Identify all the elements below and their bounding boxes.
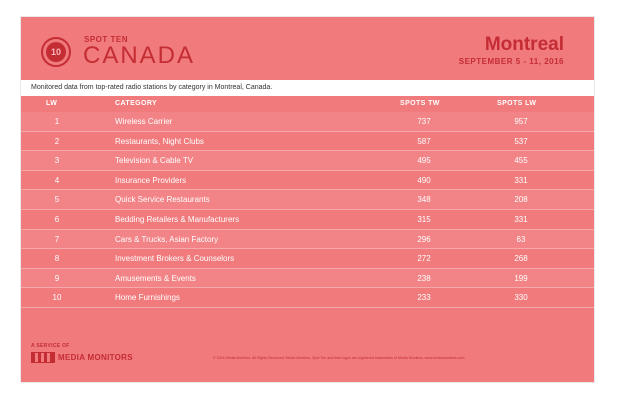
media-monitors-logo-text: MEDIA MONITORS: [58, 353, 133, 362]
table-row: [21, 112, 594, 132]
cell-category: Amusements & Events: [115, 273, 196, 283]
cell-spots-tw: 296: [417, 234, 431, 244]
cell-spots-lw: 63: [516, 234, 526, 244]
cell-lw: 6: [54, 214, 60, 224]
cell-category: Bedding Retailers & Manufacturers: [115, 214, 240, 224]
cell-spots-lw: 208: [514, 195, 528, 205]
table-row: [21, 210, 594, 230]
cell-category: Cars & Trucks, Asian Factory: [115, 234, 219, 244]
header-spots-lw: SPOTS LW: [497, 100, 537, 107]
table-row: [21, 132, 594, 152]
cell-spots-lw: 268: [514, 254, 528, 264]
cell-lw: 9: [54, 273, 60, 283]
table-row: [21, 269, 594, 289]
cell-spots-lw: 330: [514, 293, 528, 303]
cell-spots-lw: 199: [514, 273, 528, 283]
table-row: [21, 288, 594, 308]
service-label: A SERVICE OF: [31, 343, 70, 349]
cell-category: Investment Brokers & Counselors: [115, 254, 235, 264]
report-footer: [21, 332, 594, 382]
cell-lw: 1: [54, 117, 60, 126]
cell-lw: 3: [54, 156, 60, 166]
cell-spots-lw: 331: [514, 214, 528, 224]
report-card: [21, 17, 594, 382]
cell-category: Wireless Carrier: [115, 117, 173, 126]
cell-category: Television & Cable TV: [115, 156, 194, 166]
cell-spots-lw: 455: [514, 156, 528, 166]
badge-number: 10: [46, 42, 66, 62]
cell-spots-tw: 315: [417, 214, 431, 224]
header-lw: LW: [46, 100, 58, 107]
cell-spots-lw: 537: [514, 136, 528, 146]
cell-lw: 2: [54, 136, 60, 146]
table-row: [21, 190, 594, 210]
cell-lw: 8: [54, 254, 60, 264]
spots-table: [21, 97, 594, 308]
date-range: SEPTEMBER 5 - 11, 2016: [458, 57, 564, 66]
spot-ten-badge-icon: [41, 37, 71, 67]
cell-category: Quick Service Restaurants: [115, 195, 210, 205]
cell-spots-tw: 348: [417, 195, 431, 205]
cell-lw: 7: [54, 234, 60, 244]
media-monitors-logo-icon: [31, 352, 55, 363]
cell-spots-tw: 490: [417, 175, 431, 185]
table-row: [21, 249, 594, 269]
cell-category: Home Furnishings: [115, 293, 180, 303]
cell-spots-tw: 272: [417, 254, 431, 264]
country-title: CANADA: [83, 42, 196, 69]
table-header: [21, 97, 594, 112]
subtitle-bar: [21, 80, 594, 96]
cell-spots-tw: 233: [417, 293, 431, 303]
brand-line: SPOT TEN: [84, 35, 129, 44]
cell-spots-lw: 957: [514, 117, 528, 126]
cell-lw: 10: [52, 293, 62, 303]
cell-category: Restaurants, Night Clubs: [115, 136, 204, 146]
subtitle: Monitored data from top-rated radio stations by category in Montreal, Canada.: [31, 84, 273, 91]
cell-spots-tw: 587: [417, 136, 431, 146]
cell-category: Insurance Providers: [115, 175, 187, 185]
city-title: Montreal: [484, 34, 564, 55]
table-row: [21, 230, 594, 250]
report-header: [21, 17, 594, 80]
copyright-text: © 2016 Media Monitors. All Rights Reserved. Media Monitors, Spot Ten and their logos are registered trademarks of Media Monitors. www.mediamonitors.com: [213, 356, 465, 360]
cell-lw: 4: [54, 175, 60, 185]
cell-spots-lw: 331: [514, 175, 528, 185]
header-spots-tw: SPOTS TW: [400, 100, 440, 107]
table-body: [21, 112, 594, 308]
header-category: CATEGORY: [115, 100, 158, 107]
cell-lw: 5: [54, 195, 60, 205]
cell-spots-tw: 495: [417, 156, 431, 166]
cell-spots-tw: 238: [417, 273, 431, 283]
table-row: [21, 171, 594, 191]
cell-spots-tw: 737: [417, 117, 431, 126]
table-row: [21, 151, 594, 171]
